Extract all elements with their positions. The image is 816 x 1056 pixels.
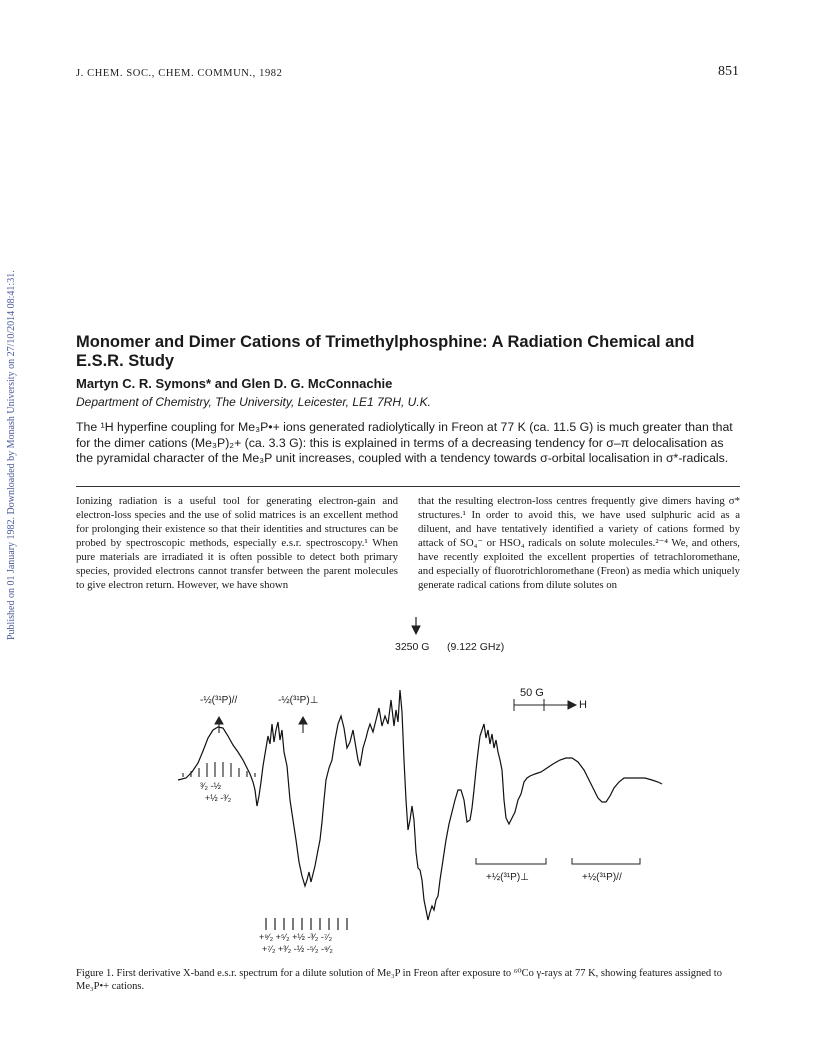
stick-large-row2: +⁷⁄₂ +³⁄₂ -½ -⁵⁄₂ -⁹⁄₂ <box>262 944 333 954</box>
brace-parallel-high <box>572 858 640 864</box>
stick-diagram-large <box>266 918 347 930</box>
label-p-perp-low: -½(³¹P)⊥ <box>278 695 319 706</box>
body-column-left: Ionizing radiation is a useful tool for generating electron-gain and electron-loss species and the use of solid matrices is an excellent method for prolonging their existence so that their identities and structures can be probed by spectroscopic methods, especially e.s.r. spectroscopy.¹ When pure materials are irradiated it is often possible to detect both primary species, provided electrons cannot transfer between the parent molecules to give electron return. However, we have shown <box>76 495 398 591</box>
peak-arrow-parallel <box>215 717 223 733</box>
download-notice <box>4 220 18 640</box>
label-p-parallel-low: -½(³¹P)// <box>200 695 238 706</box>
running-header: J. CHEM. SOC., CHEM. COMMUN., 1982 <box>76 68 283 79</box>
page-number: 851 <box>718 64 739 79</box>
article-affiliation: Department of Chemistry, The University, Leicester, LE1 7RH, U.K. <box>76 395 432 409</box>
peak-arrow-perp <box>299 717 307 733</box>
field-marker-label: 3250 G <box>395 641 430 653</box>
stick-small-row1: ³⁄₂ -½ <box>200 781 221 791</box>
body-column-right: that the resulting electron-loss centres frequently give dimers having σ* structures.¹ In order to avoid this, we have used sulphuric acid as a diluent, and have tentatively identified a variety of cations formed by attack of SO₄⁻ or HSO₄ radicals on solute molecules.²⁻⁴ We, and others, have recently exploited the excellent properties of tetrachloromethane, and especially of fluorotrichloromethane (Freon) as media which uniquely generate radical cations from dilute solutes on <box>418 495 740 591</box>
brace-perp-high <box>476 858 546 864</box>
label-p-parallel-high: +½(³¹P)// <box>582 872 622 883</box>
spectrum-trace <box>178 690 662 920</box>
stick-diagram-small <box>183 762 255 777</box>
figure-caption: Figure 1. First derivative X-band e.s.r. spectrum for a dilute solution of Me₃P in Freon after exposure to ⁶⁰Co γ-rays at 77 K, showing features assigned to Me₃P•+ cations. <box>76 968 722 992</box>
scale-bar-label: 50 G <box>520 687 544 699</box>
label-p-perp-high: +½(³¹P)⊥ <box>486 872 529 883</box>
field-axis-label: H <box>579 699 587 711</box>
article-authors: Martyn C. R. Symons* and Glen D. G. McConnachie <box>76 376 393 391</box>
download-notice-text[interactable]: Published on 01 January 1982. Downloaded by Monash University on 27/10/2014 08:41:31. <box>6 270 17 640</box>
frequency-label: (9.122 GHz) <box>447 641 505 653</box>
article-title: Monomer and Dimer Cations of Trimethylphosphine: A Radiation Chemical and E.S.R. Study <box>76 333 695 370</box>
field-marker-arrow <box>412 617 420 634</box>
stick-large-row1: +⁹⁄₂ +⁵⁄₂ +½ -³⁄₂ -⁷⁄₂ <box>259 932 333 942</box>
stick-small-row2: +½ -³⁄₂ <box>205 793 232 803</box>
scale-bar <box>514 699 576 711</box>
abstract-divider <box>76 486 740 487</box>
article-abstract: The ¹H hyperfine coupling for Me₃P•+ ions generated radiolytically in Freon at 77 K (ca. 11.5 G) is much greater than that for the dimer cations (Me₃P)₂+ (ca. 3.3 G): this is explained in terms of a decreasing tendency for σ–π delocalisation as the pyramidal character of the Me₃P unit increases, coupled with a tendency towards σ-orbital localisation in σ*-radicals. <box>76 420 733 465</box>
